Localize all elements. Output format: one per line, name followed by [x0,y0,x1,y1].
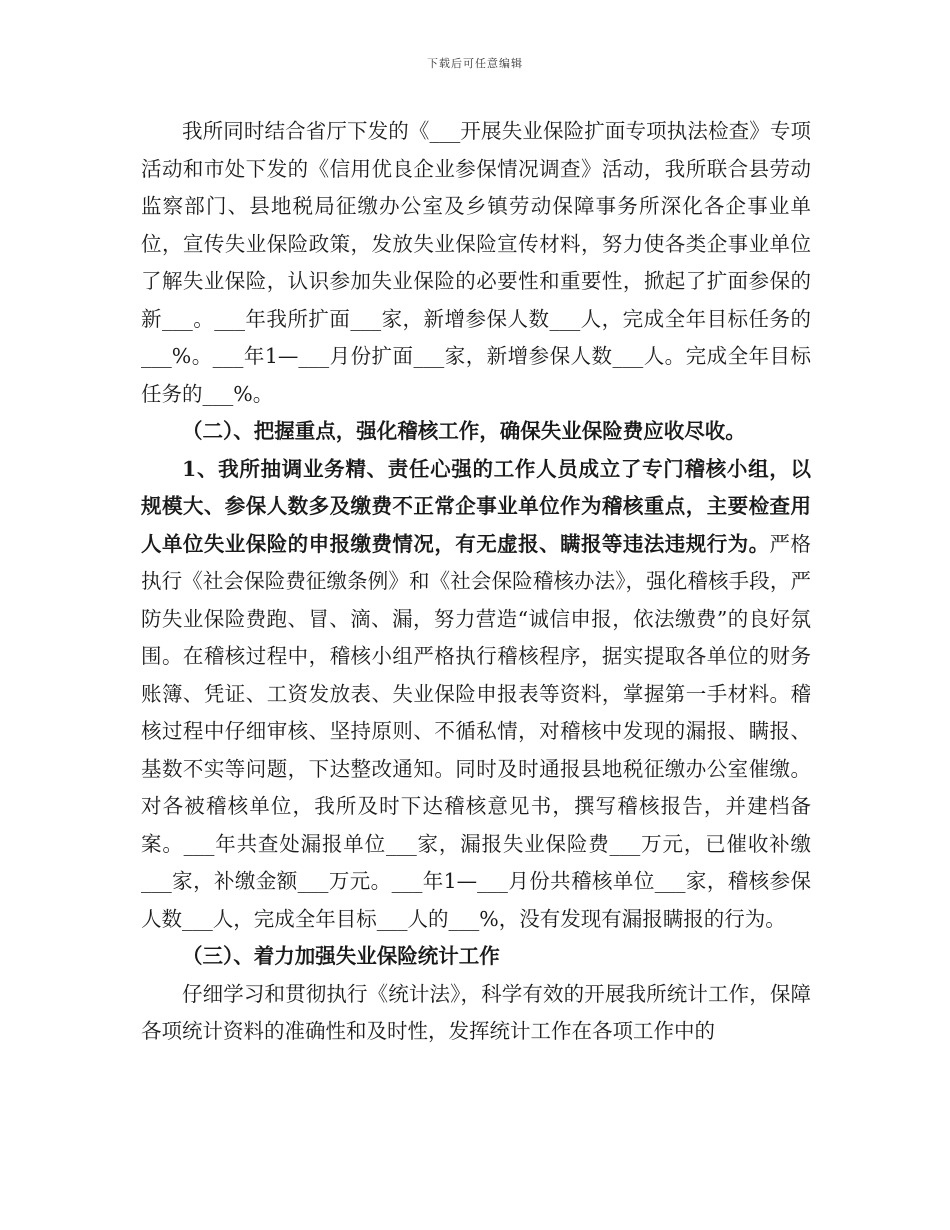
paragraph-audit-lead: 1、我所抽调业务精、责任心强的工作人员成立了专门稽核小组，以规模大、参保人数多及缴费不正常企事业单位作为稽核重点，主要检查用人单位失业保险的申报缴费情况，有无虚报、瞒报等违法违规行为。 [141,456,811,556]
paragraph-statistics: 仔细学习和贯彻执行《统计法》，科学有效的开展我所统计工作，保障各项统计资料的准确性和及时性，发挥统计工作在各项工作中的 [141,981,811,1043]
document-body [141,113,811,1051]
paragraph-audit-body: 严格执行《社会保险费征缴条例》和《社会保险稽核办法》，强化稽核手段，严防失业保险费跑、冒、滴、漏，努力营造“诚信申报，依法缴费”的良好氛围。在稽核过程中，稽核小组严格执行稽核程序，据实提取各单位的财务账簿、凭证、工资发放表、失业保险申报表等资料，掌握第一手材料。稽核过程中仔细审核、坚持原则、不循私情，对稽核中发现的漏报、瞒报、基数不实等问题，下达整改通知。同时及时通报县地税征缴办公室催缴。对各被稽核单位，我所及时下达稽核意见书，撰写稽核报告，并建档备案。___年共查处漏报单位___家，漏报失业保险费___万元，已催收补缴___家，补缴金额___万元。___年1—___月份共稽核单位___家，稽核参保人数___人，完成全年目标___人的___%，没有发现有漏报瞒报的行为。 [141,531,811,931]
section-heading-statistics: （三）、着力加强失业保险统计工作 [182,944,500,968]
page-header-note: 下载后可任意编辑 [427,57,523,70]
paragraph-audit [141,451,811,939]
section-heading-audit: （二）、把握重点，强化稽核工作，确保失业保险费应收尽收。 [182,419,746,443]
paragraph-expansion: 我所同时结合省厅下发的《___开展失业保险扩面专项执法检查》专项活动和市处下发的《信用优良企业参保情况调查》活动，我所联合县劳动监察部门、县地税局征缴办公室及乡镇劳动保障事务所深化各企事业单位，宣传失业保险政策，发放失业保险宣传材料，努力使各类企事业单位了解失业保险，认识参加失业保险的必要性和重要性，掀起了扩面参保的新___。___年我所扩面___家，新增参保人数___人，完成全年目标任务的___%。___年1—___月份扩面___家，新增参保人数___人。完成全年目标任务的___%。 [141,119,811,406]
